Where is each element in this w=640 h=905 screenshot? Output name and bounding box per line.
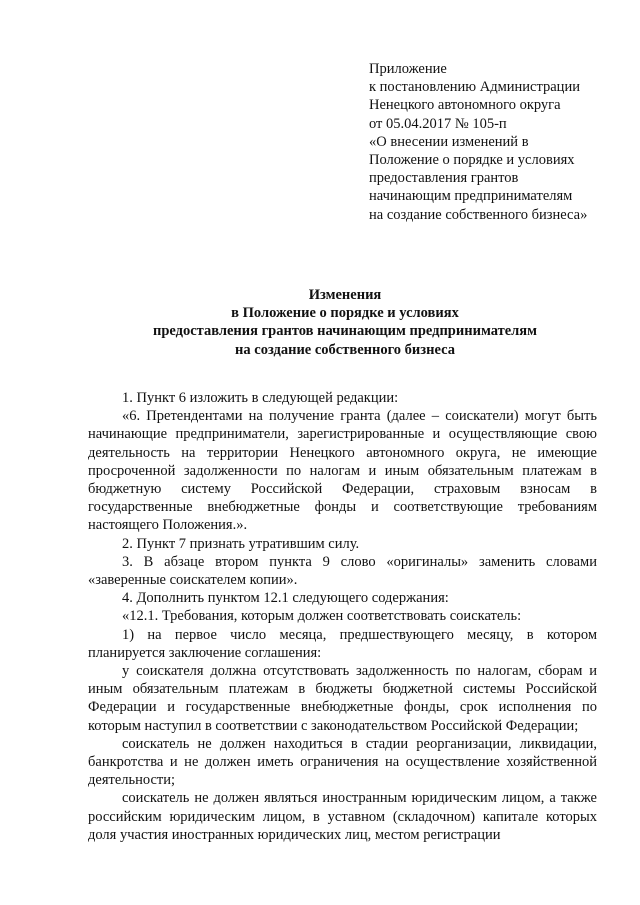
paragraph-4: 3. В абзаце втором пункта 9 слово «оригиналы» заменить словами «заверенные соискателем копии». (88, 553, 597, 589)
heading-line: в Положение о порядке и условиях (231, 305, 459, 322)
paragraph-8: у соискателя должна отсутствовать задолженность по налогам, сборам и иным обязательным платежам в бюджеты бюджетной системы Российской Федерации и государственные внебюджетные фонды, срок исполнения по которым наступил в соответствии с законодательством Российской Федерации; (88, 663, 597, 734)
appendix-line: Ненецкого автономного округа (369, 97, 561, 114)
paragraph-6: «12.1. Требования, которым должен соответствовать соискатель: (122, 608, 522, 625)
appendix-line: предоставления грантов (369, 170, 519, 187)
paragraph-1: 1. Пункт 6 изложить в следующей редакции: (122, 390, 399, 406)
appendix-line: «О внесении изменений в (369, 133, 529, 150)
heading-line: предоставления грантов начинающим предпринимателям (152, 323, 538, 340)
paragraph-7: 1) на первое число месяца, предшествующего месяцу, в котором планируется заключение соглашения: (88, 626, 597, 661)
appendix-line: от 05.04.2017 № 105-п (369, 115, 507, 132)
appendix-line: Приложение (369, 61, 447, 77)
paragraph-2: «6. Претендентами на получение гранта (далее – соискатели) могут быть начинающие предприниматели, зарегистрированные и осуществляющие свою деятельность на территории Ненецкого автономного округа, не имеющие просроченной задолженности по налогам и иным обязательным платежам в бюджетную систему Российской Федерации, страховым взносам в государственные внебюджетные фонды и соответствующие требованиям настоящего Положения.». (88, 408, 597, 534)
document-body (88, 389, 597, 844)
paragraph-9: соискатель не должен находиться в стадии реорганизации, ликвидации, банкротства и не должен иметь ограничения на осуществление хозяйственной деятельности; (88, 735, 597, 789)
appendix-line: Положение о порядке и условиях (369, 152, 575, 169)
appendix-line: к постановлению Администрации (369, 79, 580, 96)
heading-line: на создание собственного бизнеса (235, 341, 455, 358)
paragraph-3: 2. Пункт 7 признать утратившим силу. (122, 535, 360, 552)
heading-title: Изменения (308, 287, 382, 303)
appendix-line: начинающим предпринимателям (369, 188, 573, 205)
appendix-line: на создание собственного бизнеса» (369, 206, 588, 223)
appendix-block (369, 60, 629, 224)
paragraph-10: соискатель не должен являться иностранным юридическим лицом, а также российским юридическим лицом, в уставном (складочном) капитале которых доля участия иностранных юридических лиц, местом регистрации (88, 790, 597, 843)
paragraph-5: 4. Дополнить пунктом 12.1 следующего содержания: (122, 590, 449, 607)
document-heading (80, 286, 610, 359)
